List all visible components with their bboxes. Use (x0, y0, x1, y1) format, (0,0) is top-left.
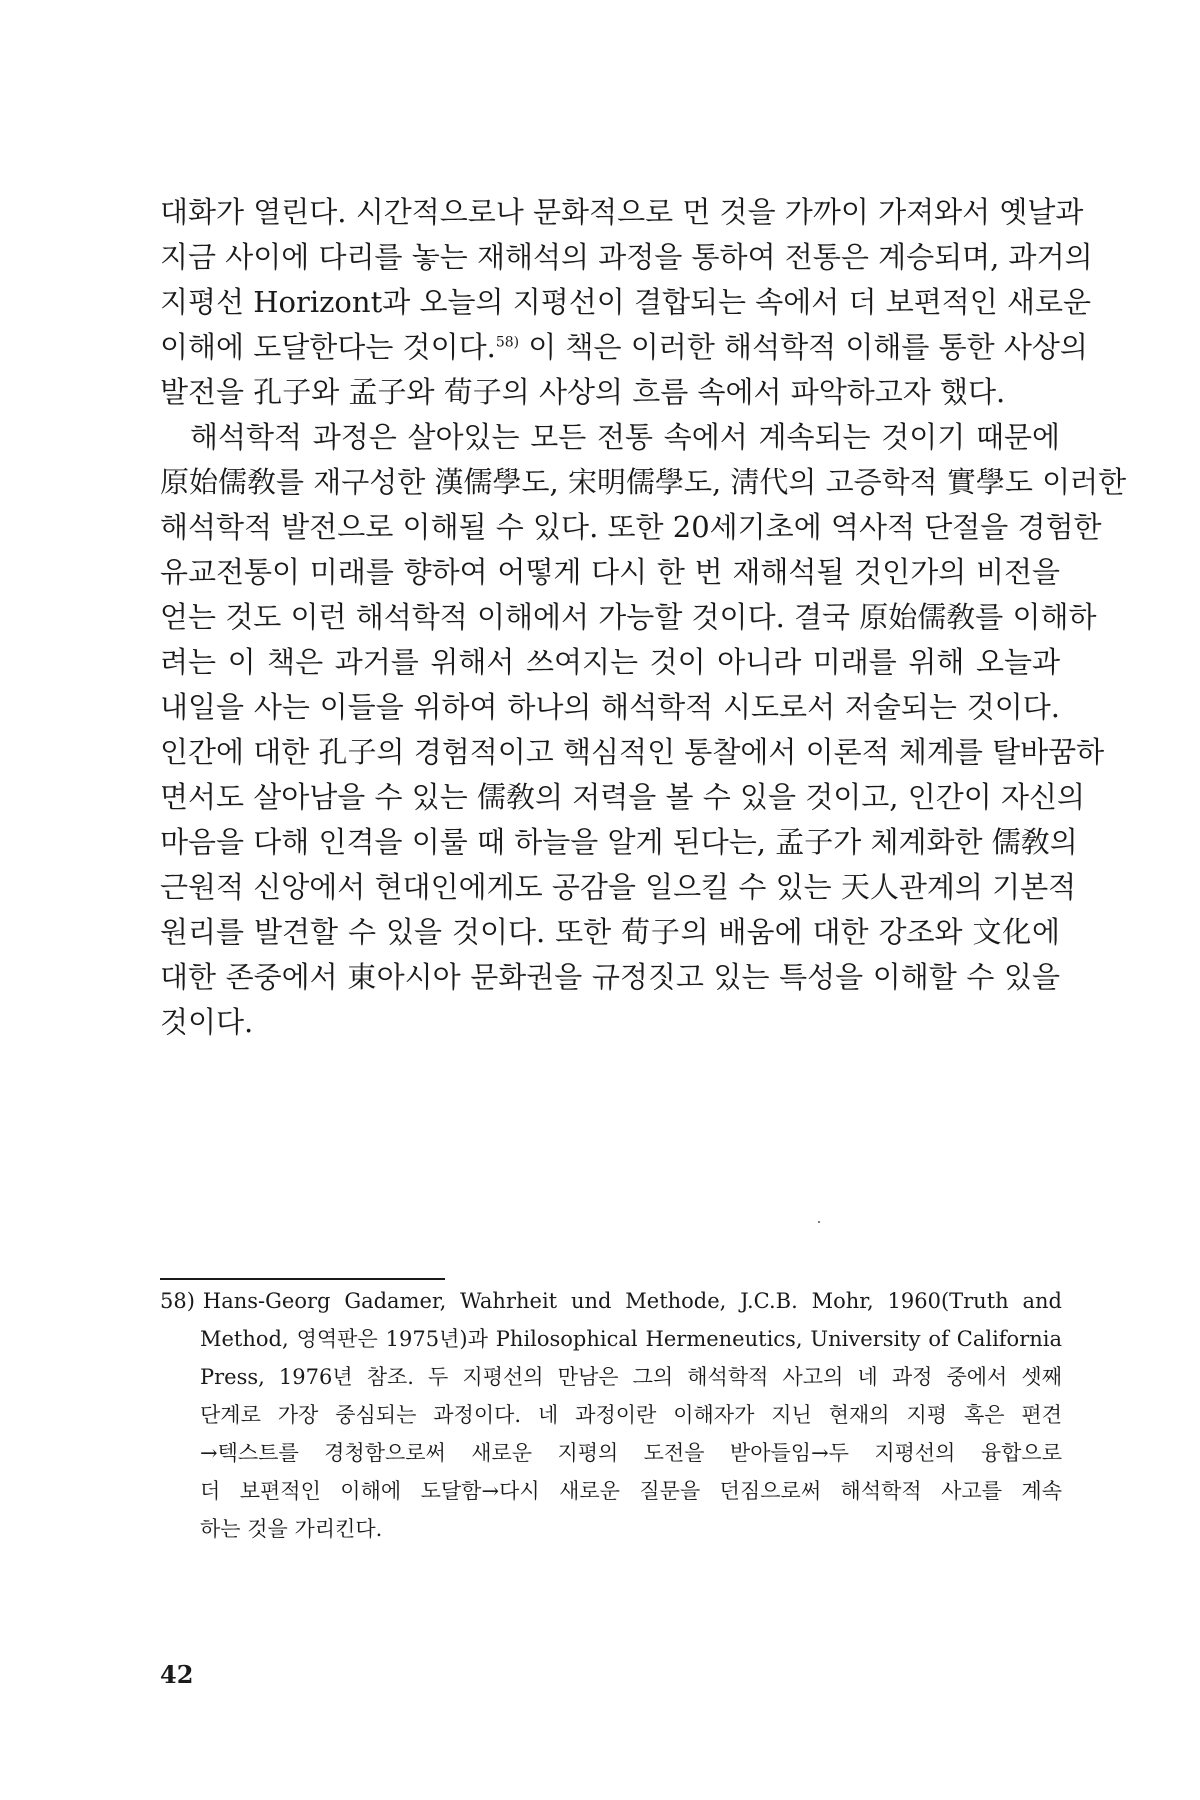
body-line: 原始儒敎를 재구성한 漢儒學도, 宋明儒學도, 淸代의 고증학적 實學도 이러한 (160, 465, 1127, 499)
footnote-line: 하는 것을 가리킨다. (200, 1517, 383, 1541)
body-line: 대화가 열린다. 시간적으로나 문화적으로 먼 것을 가까이 가져와서 옛날과 (160, 195, 1084, 229)
body-line: 내일을 사는 이들을 위하여 하나의 해석학적 시도로서 저술되는 것이다. (160, 690, 1060, 724)
body-line-with-footnote-ref (160, 325, 1088, 370)
body-line: 해석학적 발전으로 이해될 수 있다. 또한 20세기초에 역사적 단절을 경험한 (160, 510, 1102, 544)
footnote-reference: 58) (495, 334, 520, 351)
body-line: 대한 존중에서 東아시아 문화권을 규정짓고 있는 특성을 이해할 수 있을 (160, 960, 1060, 994)
footnote-divider (160, 1278, 445, 1280)
footnote-first-line (160, 1282, 1062, 1320)
footnote-line: 더 보편적인 이해에 도달함→다시 새로운 질문을 던짐으로써 해석학적 사고를 계속 (200, 1479, 1062, 1503)
footnote-line-text: Hans-Georg Gadamer, Wahrheit und Methode, J.C.B. Mohr, 1960(Truth and (202, 1289, 1062, 1313)
body-line: 지평선 Horizont과 오늘의 지평선이 결합되는 속에서 더 보편적인 새로운 (160, 285, 1092, 319)
body-text (160, 190, 1127, 1045)
body-line: 마음을 다해 인격을 이룰 때 하늘을 알게 된다는, 孟子가 체계화한 儒敎의 (160, 825, 1078, 859)
footnote-line: Press, 1976년 참조. 두 지평선의 만남은 그의 해석학적 사고의 네 과정 중에서 셋째 (200, 1365, 1062, 1389)
body-line: 원리를 발견할 수 있을 것이다. 또한 荀子의 배움에 대한 강조와 文化에 (160, 915, 1060, 949)
print-speck (818, 1221, 820, 1223)
body-line: 려는 이 책은 과거를 위해서 쓰여지는 것이 아니라 미래를 위해 오늘과 (160, 645, 1060, 679)
body-line: 발전을 孔子와 孟子와 荀子의 사상의 흐름 속에서 파악하고자 했다. (160, 375, 1006, 409)
body-line: 유교전통이 미래를 향하여 어떻게 다시 한 번 재해석될 것인가의 비전을 (160, 555, 1060, 589)
body-line: 면서도 살아남을 수 있는 儒敎의 저력을 볼 수 있을 것이고, 인간이 자신의 (160, 780, 1085, 814)
body-line: 것이다. (160, 1005, 254, 1039)
body-line: 지금 사이에 다리를 놓는 재해석의 과정을 통하여 전통은 계승되며, 과거의 (160, 240, 1093, 274)
footnote-line: →텍스트를 경청함으로써 새로운 지평의 도전을 받아들임→두 지평선의 융합으로 (200, 1441, 1062, 1465)
body-line: 인간에 대한 孔子의 경험적이고 핵심적인 통찰에서 이론적 체계를 탈바꿈하 (160, 735, 1105, 769)
footnote-number: 58) (160, 1289, 195, 1313)
footnote-line: 단계로 가장 중심되는 과정이다. 네 과정이란 이해자가 지닌 현재의 지평 혹은 편견 (200, 1403, 1062, 1427)
body-line: 근원적 신앙에서 현대인에게도 공감을 일으킬 수 있는 天人관계의 기본적 (160, 870, 1077, 904)
body-line-text-tail: 이 책은 이러한 해석학적 이해를 통한 사상의 (519, 330, 1088, 364)
footnote (160, 1282, 1062, 1548)
footnote-line: Method, 영역판은 1975년)과 Philosophical Hermeneutics, University of California (200, 1327, 1062, 1351)
body-line-text: 이해에 도달한다는 것이다. (160, 330, 496, 364)
page-number: 42 (160, 1660, 194, 1689)
paragraph-start-line: 해석학적 과정은 살아있는 모든 전통 속에서 계속되는 것이기 때문에 (190, 420, 1060, 454)
body-line: 얻는 것도 이런 해석학적 이해에서 가능할 것이다. 결국 原始儒敎를 이해하 (160, 600, 1097, 634)
